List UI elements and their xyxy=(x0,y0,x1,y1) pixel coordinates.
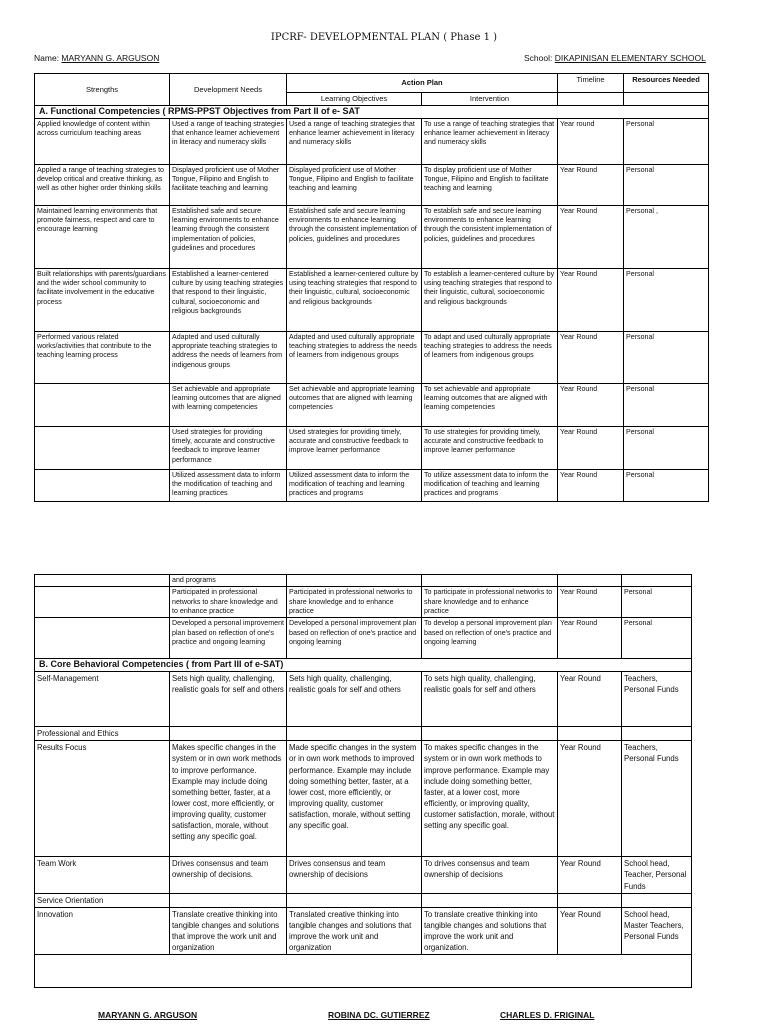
table-row xyxy=(35,727,692,741)
timeline-cell: Year Round xyxy=(558,741,622,857)
resources-cell: Teachers, Personal Funds xyxy=(622,741,692,857)
intervention-cell: To set achievable and appropriate learning outcomes that are aligned with learning competencies xyxy=(422,383,558,426)
table-row xyxy=(35,469,709,501)
header-strengths: Strengths xyxy=(35,74,170,106)
development-need-cell xyxy=(170,893,287,907)
timeline-cell: Year Round xyxy=(558,907,622,954)
continuation-cell xyxy=(422,575,558,587)
document-title: IPCRF- DEVELOPMENTAL PLAN ( Phase 1 ) xyxy=(270,32,498,43)
resources-cell xyxy=(622,893,692,907)
strength-cell: Applied knowledge of content within across curriculum teaching areas xyxy=(35,118,170,164)
strength-cell: Maintained learning environments that promote fairness, respect and care to encourage learning xyxy=(35,205,170,268)
continuation-cell xyxy=(558,575,622,587)
header-timeline: Timeline xyxy=(558,74,624,93)
table-row xyxy=(35,164,709,205)
table-row xyxy=(35,426,709,469)
timeline-cell: Year Round xyxy=(558,857,622,893)
school-label: School: xyxy=(524,53,553,63)
resources-cell: Teachers, Personal Funds xyxy=(622,672,692,727)
learning-objective-cell: Translated creative thinking into tangible changes and solutions that improve the work unit and organization xyxy=(287,907,422,954)
learning-objective-cell: Developed a personal improvement plan based on reflection of one's practice and ongoing learning xyxy=(287,618,422,659)
header-action-plan: Action Plan xyxy=(287,74,558,93)
strength-cell: Innovation xyxy=(35,907,170,954)
continuation-cell xyxy=(35,575,170,587)
timeline-cell: Year Round xyxy=(558,164,624,205)
development-plan-table-page2 xyxy=(34,574,692,988)
learning-objective-cell: Set achievable and appropriate learning outcomes that are aligned with learning competencies xyxy=(287,383,422,426)
intervention-cell: To participate in professional networks to share knowledge and to enhance practice xyxy=(422,587,558,618)
table-row xyxy=(35,331,709,383)
development-need-cell: Translate creative thinking into tangible changes and solutions that improve the work unit and organization xyxy=(170,907,287,954)
strength-cell: Results Focus xyxy=(35,741,170,857)
learning-objective-cell: Adapted and used culturally appropriate teaching strategies to address the needs of learners from indigenous groups xyxy=(287,331,422,383)
learning-objective-cell: Displayed proficient use of Mother Tongue, Filipino and English to facilitate teaching and learning xyxy=(287,164,422,205)
intervention-cell: To sets high quality, challenging, realistic goals for self and others xyxy=(422,672,558,727)
resources-cell: Personal xyxy=(624,383,709,426)
school-value: DIKAPINISAN ELEMENTARY SCHOOL xyxy=(554,53,706,63)
signature-teacher: MARYANN G. ARGUSON xyxy=(98,1010,198,1020)
resources-cell: Personal xyxy=(624,331,709,383)
strength-cell: Performed various related works/activities that contribute to the teaching learning process xyxy=(35,331,170,383)
resources-cell: Personal xyxy=(624,426,709,469)
resources-cell: School head, Teacher, Personal Funds xyxy=(622,857,692,893)
timeline-cell: Year Round xyxy=(558,331,624,383)
development-need-cell: Sets high quality, challenging, realistic goals for self and others xyxy=(170,672,287,727)
intervention-cell: To establish safe and secure learning environments to enhance learning through the consistent implementation of policies, guidelines and procedures xyxy=(422,205,558,268)
table-row xyxy=(35,893,692,907)
intervention-cell xyxy=(422,893,558,907)
continuation-text: and programs xyxy=(170,575,287,587)
development-need-cell: Displayed proficient use of Mother Tongue, Filipino and English to facilitate teaching and learning xyxy=(170,164,287,205)
intervention-cell xyxy=(422,727,558,741)
resources-cell: Personal xyxy=(624,118,709,164)
learning-objective-cell: Drives consensus and team ownership of decisions xyxy=(287,857,422,893)
resources-cell: Personal xyxy=(624,268,709,331)
resources-cell xyxy=(622,727,692,741)
section-a-title: A. Functional Competencies ( RPMS-PPST Objectives from Part II of e- SAT xyxy=(35,105,709,118)
header-development-needs: Development Needs xyxy=(170,74,287,106)
timeline-cell: Year Round xyxy=(558,672,622,727)
intervention-cell: To develop a personal improvement plan based on reflection of one's practice and ongoing learning xyxy=(422,618,558,659)
intervention-cell: To adapt and used culturally appropriate teaching strategies to address the needs of learners from indigenous groups xyxy=(422,331,558,383)
signature-rater: ROBINA DC. GUTIERREZ xyxy=(328,1010,430,1020)
development-need-cell: Set achievable and appropriate learning outcomes that are aligned with learning competencies xyxy=(170,383,287,426)
continuation-cell xyxy=(287,575,422,587)
resources-cell: School head, Master Teachers, Personal Funds xyxy=(622,907,692,954)
learning-objective-cell: Established safe and secure learning environments to enhance learning through the consistent implementation of policies, guidelines and procedures xyxy=(287,205,422,268)
strength-cell: Applied a range of teaching strategies to develop critical and creative thinking, as well as other higher order thinking skills xyxy=(35,164,170,205)
intervention-cell: To use strategies for providing timely, accurate and constructive feedback to improve learner performance xyxy=(422,426,558,469)
table-row xyxy=(35,587,692,618)
timeline-cell: Year Round xyxy=(558,205,624,268)
name-value: MARYANN G. ARGUSON xyxy=(61,53,160,63)
development-need-cell: Established safe and secure learning environments to enhance learning through the consistent implementation of policies, guidelines and procedures xyxy=(170,205,287,268)
resources-cell: Personal xyxy=(624,469,709,501)
timeline-cell xyxy=(558,893,622,907)
intervention-cell: To establish a learner-centered culture by using teaching strategies that respond to their linguistic, cultural, socioeconomic and religious backgrounds xyxy=(422,268,558,331)
strength-cell xyxy=(35,383,170,426)
development-need-cell: Established a learner-centered culture by using teaching strategies that respond to their linguistic, cultural, socioeconomic and religious backgrounds xyxy=(170,268,287,331)
intervention-cell: To translate creative thinking into tangible changes and solutions that improve the work unit and organization. xyxy=(422,907,558,954)
header-learning-objectives: Learning Objectives xyxy=(287,93,422,106)
development-need-cell: Used a range of teaching strategies that enhance learner achievement in literacy and numeracy skills xyxy=(170,118,287,164)
name-line xyxy=(34,53,159,63)
intervention-cell: To display proficient use of Mother Tongue, Filipino and English to facilitate teaching and learning xyxy=(422,164,558,205)
signature-approver: CHARLES D. FRIGINAL xyxy=(500,1010,595,1020)
timeline-cell: Year Round xyxy=(558,587,622,618)
table-row xyxy=(35,383,709,426)
intervention-cell: To utilize assessment data to inform the modification of teaching and learning practices and programs xyxy=(422,469,558,501)
table-row xyxy=(35,857,692,893)
learning-objective-cell: Participated in professional networks to share knowledge and to enhance practice xyxy=(287,587,422,618)
learning-objective-cell: Used a range of teaching strategies that enhance learner achievement in literacy and numeracy skills xyxy=(287,118,422,164)
timeline-cell: Year Round xyxy=(558,426,624,469)
timeline-cell: Year round xyxy=(558,118,624,164)
resources-cell: Personal xyxy=(624,164,709,205)
learning-objective-cell: Utilized assessment data to inform the modification of teaching and learning practices and programs xyxy=(287,469,422,501)
development-need-cell: Used strategies for providing timely, accurate and constructive feedback to improve learner performance xyxy=(170,426,287,469)
continuation-cell xyxy=(622,575,692,587)
intervention-cell: To makes specific changes in the system or in own work methods to improve performance. Example may include doing something better, faster, at a lower cost, more efficiently, or improving quality, customer satisfaction, morale, without setting any specific goal. xyxy=(422,741,558,857)
learning-objective-cell: Used strategies for providing timely, accurate and constructive feedback to improve learner performance xyxy=(287,426,422,469)
header-intervention: Intervention xyxy=(422,93,558,106)
development-need-cell: Participated in professional networks to share knowledge and to enhance practice xyxy=(170,587,287,618)
header-resources: Resources Needed xyxy=(624,74,709,93)
resources-cell: Personal xyxy=(622,618,692,659)
strength-cell: Built relationships with parents/guardians and the wider school community to facilitate involvement in the educative process xyxy=(35,268,170,331)
strength-cell xyxy=(35,469,170,501)
resources-cell: Personal xyxy=(622,587,692,618)
development-need-cell: Utilized assessment data to inform the modification of teaching and learning practices xyxy=(170,469,287,501)
header-timeline-sub xyxy=(558,93,624,106)
blank-row xyxy=(35,954,692,987)
development-plan-table-page1 xyxy=(34,73,709,502)
strength-cell xyxy=(35,618,170,659)
timeline-cell: Year Round xyxy=(558,469,624,501)
name-label: Name: xyxy=(34,53,60,63)
table-row xyxy=(35,118,709,164)
intervention-cell: To drives consensus and team ownership of decisions xyxy=(422,857,558,893)
learning-objective-cell xyxy=(287,893,422,907)
header-resources-sub xyxy=(624,93,709,106)
section-b-title: B. Core Behavioral Competencies ( from Part III of e-SAT) xyxy=(35,659,692,672)
intervention-cell: To use a range of teaching strategies that enhance learner achievement in literacy and numeracy skills xyxy=(422,118,558,164)
table-row xyxy=(35,205,709,268)
strength-cell xyxy=(35,587,170,618)
development-need-cell: Adapted and used culturally appropriate teaching strategies to address the needs of learners from indigenous groups xyxy=(170,331,287,383)
strength-cell: Team Work xyxy=(35,857,170,893)
learning-objective-cell xyxy=(287,727,422,741)
learning-objective-cell: Sets high quality, challenging, realistic goals for self and others xyxy=(287,672,422,727)
strength-cell: Service Orientation xyxy=(35,893,170,907)
strength-cell: Self-Management xyxy=(35,672,170,727)
strength-cell: Professional and Ethics xyxy=(35,727,170,741)
learning-objective-cell: Made specific changes in the system or in own work methods to improved performance. Example may include doing something better, faster, at a lower cost, more efficiently, or improving quality, customer satisfaction, morale, without setting any specific goal. xyxy=(287,741,422,857)
strength-cell xyxy=(35,426,170,469)
blank-cell xyxy=(35,954,692,987)
section-row xyxy=(35,659,692,672)
timeline-cell: Year Round xyxy=(558,268,624,331)
table-row xyxy=(35,907,692,954)
timeline-cell xyxy=(558,727,622,741)
development-need-cell: Drives consensus and team ownership of decisions. xyxy=(170,857,287,893)
table-row xyxy=(35,672,692,727)
resources-cell: Personal , xyxy=(624,205,709,268)
learning-objective-cell: Established a learner-centered culture by using teaching strategies that respond to their linguistic, cultural, socioeconomic and religious backgrounds xyxy=(287,268,422,331)
development-need-cell xyxy=(170,727,287,741)
table-row xyxy=(35,268,709,331)
timeline-cell: Year Round xyxy=(558,383,624,426)
table-row xyxy=(35,618,692,659)
school-line xyxy=(524,53,706,63)
development-need-cell: Developed a personal improvement plan based on reflection of one's practice and ongoing learning xyxy=(170,618,287,659)
timeline-cell: Year Round xyxy=(558,618,622,659)
development-need-cell: Makes specific changes in the system or in own work methods to improve performance. Example may include doing something better, faster, at a lower cost, more efficiently, or improving quality, customer satisfaction, morale, without setting any specific goal. xyxy=(170,741,287,857)
table-row xyxy=(35,741,692,857)
